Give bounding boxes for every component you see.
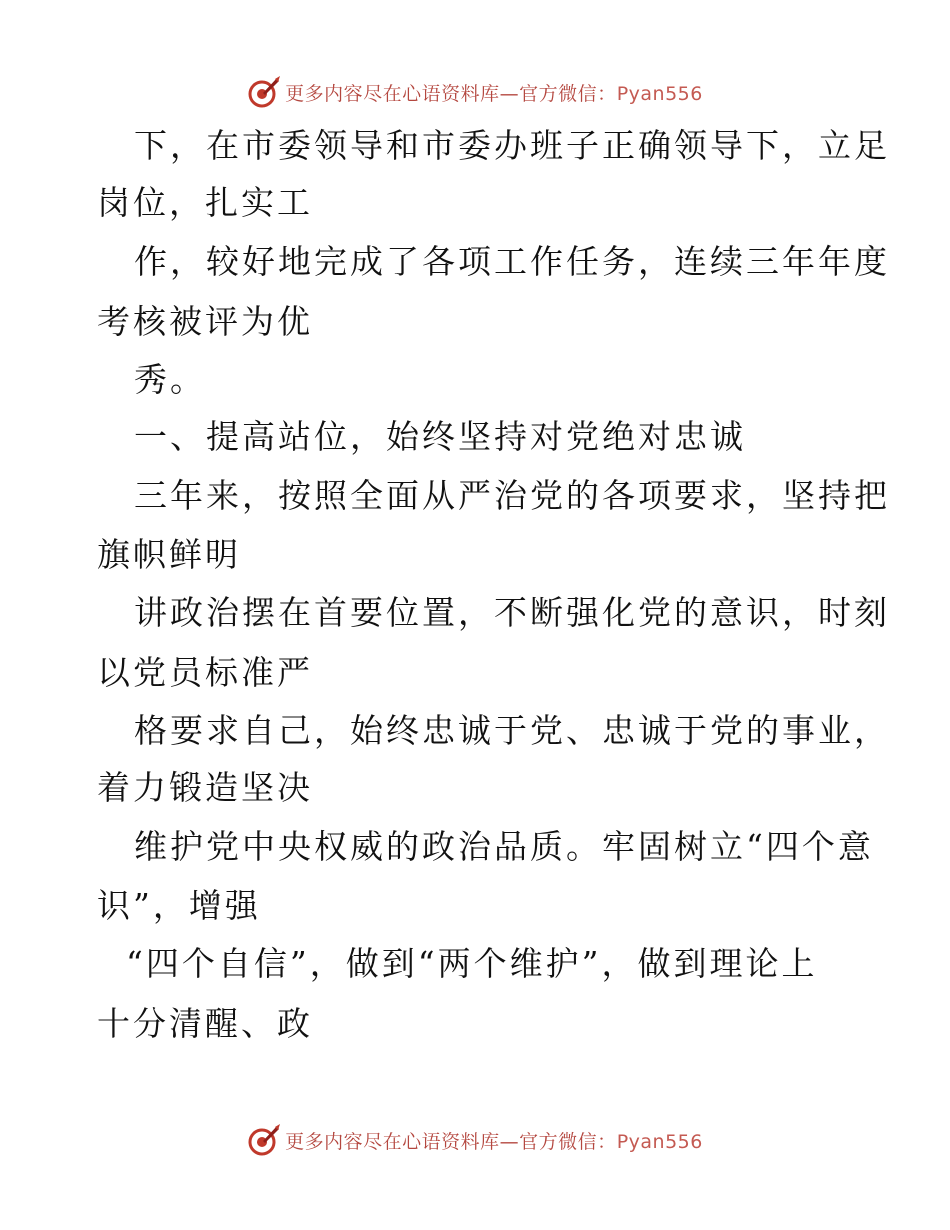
text-line: 格要求自己，始终忠诚于党、忠诚于党的事业， <box>134 711 890 750</box>
text-line: 下，在市委领导和市委办班子正确领导下，立足 <box>134 126 890 165</box>
watermark-text <box>285 79 703 106</box>
text-line: 考核被评为优 <box>97 302 313 341</box>
footer-watermark <box>0 1118 950 1162</box>
text-line: “四个自信”，做到“两个维护”，做到理论上 <box>126 944 818 983</box>
text-line: 以党员标准严 <box>97 653 313 692</box>
text-line: 作，较好地完成了各项工作任务，连续三年年度 <box>134 242 890 281</box>
text-line: 旗帜鲜明 <box>97 535 241 574</box>
text-line: 三年来，按照全面从严治党的各项要求，坚持把 <box>134 476 890 515</box>
quill-logo-icon <box>247 1123 281 1157</box>
watermark-contact-id: Pyan556 <box>616 82 703 105</box>
watermark-contact-label: 官方微信： <box>519 1130 617 1153</box>
text-line: 秀。 <box>134 360 206 399</box>
text-line: 讲政治摆在首要位置，不断强化党的意识，时刻 <box>134 593 890 632</box>
watermark-site-text: 更多内容尽在心语资料库 <box>285 1130 500 1153</box>
watermark-contact-id: Pyan556 <box>616 1130 703 1153</box>
text-line: 岗位，扎实工 <box>97 183 313 222</box>
text-line: 十分清醒、政 <box>97 1004 313 1043</box>
section-heading: 一、提高站位，始终坚持对党绝对忠诚 <box>134 417 746 456</box>
watermark-text <box>285 1127 703 1154</box>
quill-logo-icon <box>247 75 281 109</box>
watermark-contact-label: 官方微信： <box>519 82 617 105</box>
text-line: 维护党中央权威的政治品质。牢固树立“四个意 <box>134 827 874 866</box>
text-line: 着力锻造坚决 <box>97 768 313 807</box>
text-line: 识”，增强 <box>97 886 261 925</box>
header-watermark <box>0 70 950 114</box>
watermark-site-text: 更多内容尽在心语资料库 <box>285 82 500 105</box>
watermark-separator: — <box>499 1130 520 1153</box>
watermark-separator: — <box>499 82 520 105</box>
